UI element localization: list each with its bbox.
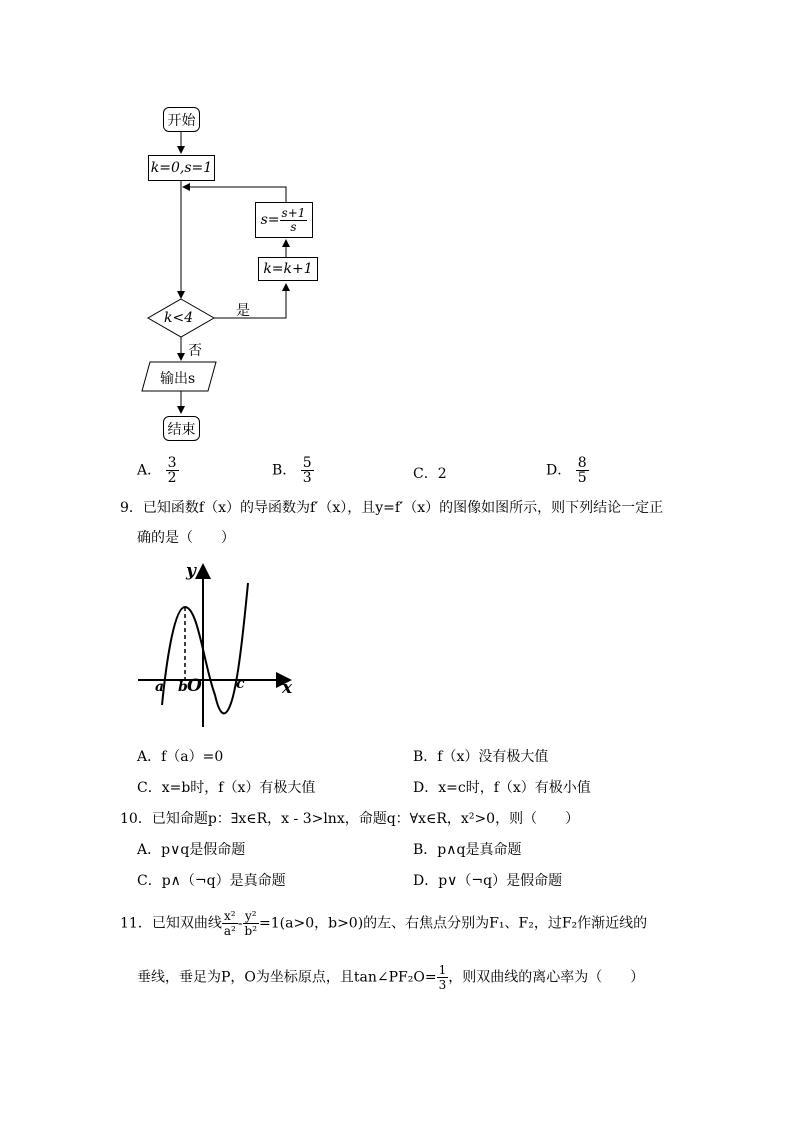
q8-option-a: A． $\frac{3}{2}$ bbox=[137, 455, 177, 486]
flow-init-node: k=0,s=1 bbox=[148, 155, 215, 181]
flow-condition-label: k<4 bbox=[164, 310, 194, 326]
graph-label-a: a bbox=[155, 679, 165, 695]
graph-label-y: y bbox=[186, 561, 196, 581]
q8-option-c: C．2 bbox=[413, 466, 447, 482]
flow-output-label: 输出s bbox=[160, 371, 196, 387]
q9-stem-line1: 9．已知函数f（x）的导函数为f′（x），且y=f′（x）的图像如图所示，则下列结论一定正 bbox=[120, 500, 664, 516]
graph-label-x: x bbox=[282, 678, 293, 698]
q9-option-d: D．x=c时，f（x）有极小值 bbox=[413, 780, 591, 796]
flow-yes-label: 是 bbox=[236, 303, 250, 319]
flow-start-node: 开始 bbox=[163, 107, 200, 132]
q10-option-d: D．p∨（¬q）是假命题 bbox=[413, 873, 563, 889]
q11-stem-line1: 11．已知双曲线 $\frac{\text{x²}}{\text{a²}}$ - $\frac{\text{y²}}{\text{b²}}$ =1(a>0，b>0)的左、右焦点分别为F₁、F₂，过F₂作渐近线的 bbox=[120, 909, 648, 938]
q8-option-d: D． $\frac{8}{5}$ bbox=[546, 455, 587, 486]
q11-stem-line2: 垂线，垂足为P，O为坐标原点，且tan∠PF₂O= $\frac{1}{3}$ ，则双曲线的离心率为（ ） bbox=[137, 963, 645, 992]
flow-no-label: 否 bbox=[188, 343, 202, 359]
q9-option-c: C．x=b时，f（x）有极大值 bbox=[137, 780, 316, 796]
graph-label-c: c bbox=[236, 676, 245, 692]
q9-derivative-graph bbox=[130, 555, 310, 735]
flow-update-s-node: s= $\frac{s+1}{s}$ bbox=[255, 202, 313, 238]
q10-option-b: B．p∧q是真命题 bbox=[413, 842, 522, 858]
flowchart-connectors bbox=[0, 0, 794, 450]
flow-end-node: 结束 bbox=[163, 416, 200, 441]
s-fraction: $\frac{s+1}{s}$ bbox=[281, 205, 306, 234]
graph-label-o: O bbox=[187, 676, 202, 696]
flow-update-k-node: k=k+1 bbox=[258, 257, 318, 281]
q10-stem: 10．已知命题p：∃x∈R，x - 3>lnx，命题q：∀x∈R，x²>0，则（ ） bbox=[120, 811, 580, 827]
q10-option-c: C．p∧（¬q）是真命题 bbox=[137, 873, 286, 889]
q9-stem-line2: 确的是（ ） bbox=[137, 530, 235, 546]
q9-option-b: B．f（x）没有极大值 bbox=[413, 749, 549, 765]
q9-option-a: A．f（a）=0 bbox=[137, 749, 224, 765]
q10-option-a: A．p∨q是假命题 bbox=[137, 842, 246, 858]
q8-option-b: B． $\frac{5}{3}$ bbox=[272, 455, 312, 486]
derivative-curve bbox=[162, 583, 248, 713]
graph-label-b: b bbox=[178, 679, 188, 695]
